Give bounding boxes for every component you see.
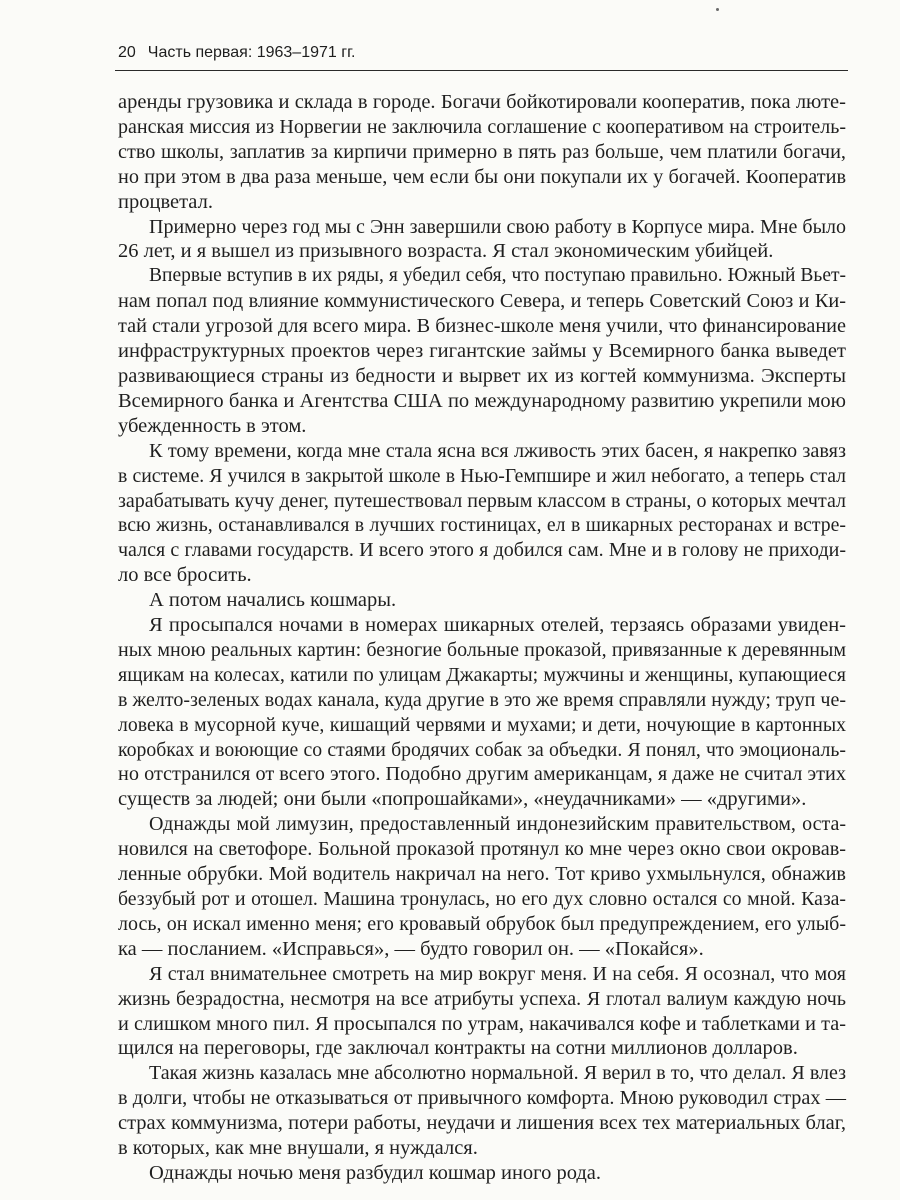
paragraph xyxy=(118,215,846,265)
text-line: А потом начались кошмары. xyxy=(149,589,397,612)
text-line: процветал. xyxy=(118,190,213,213)
paragraph xyxy=(118,264,846,438)
text-line: лось, он искал именно меня; его кровавый обрубок был предупреждением, его улыб- xyxy=(118,912,846,935)
text-line: коробках и воюющие со стаями бродячих собак за объедки. Я понял, что эмоциональ- xyxy=(118,738,846,761)
text-line: Я просыпался ночами в номерах шикарных отелей, терзаясь образами увиден- xyxy=(149,614,846,637)
text-line: но отстранился от всего этого. Подобно другим американцам, я даже не считал этих xyxy=(118,763,846,786)
paragraph xyxy=(118,1161,846,1186)
text-line: беззубый рот и отошел. Машина тронулась, но его дух словно остался со мной. Каза- xyxy=(118,888,846,910)
paragraph xyxy=(118,439,846,588)
running-head xyxy=(118,44,846,70)
text-line: но при этом в два раза меньше, чем если бы они покупали их у богачей. Кооператив xyxy=(118,165,846,188)
text-line: Примерно через год мы с Энн завершили свою работу в Корпусе мира. Мне было xyxy=(149,215,846,238)
text-line: и слишком много пил. Я просыпался по утрам, накачивался кофе и таблетками и та- xyxy=(118,1012,846,1035)
text-line: убежденность в этом. xyxy=(118,414,307,437)
paragraph xyxy=(118,613,846,812)
running-title: Часть первая: 1963–1971 гг. xyxy=(147,44,356,61)
page-number: 20 xyxy=(118,44,136,61)
text-line: страх коммунизма, потери работы, неудачи и лишения всех тех материальных благ, xyxy=(118,1112,846,1135)
paragraph xyxy=(118,1061,846,1161)
text-line: ных мною реальных картин: безногие больные проказой, привязанные к деревянным xyxy=(118,638,846,661)
header-rule xyxy=(115,70,848,71)
body-text xyxy=(118,90,846,1186)
text-line: в которых, как мне внушали, я нуждался. xyxy=(118,1137,478,1160)
text-line: ранская миссия из Норвегии не заключила соглашение с кооперативом на строитель- xyxy=(118,115,846,138)
paragraph xyxy=(118,90,846,215)
text-line: инфраструктурных проектов через гигантские займы у Всемирного банка выведет xyxy=(118,340,846,363)
text-line: ловека в мусорной куче, кишащий червями и мухами; и дети, ночующие в картонных xyxy=(118,713,846,736)
text-line: чался с главами государств. И всего этого я добился сам. Мне и в голову не приходи- xyxy=(118,539,846,562)
text-line: Такая жизнь казалась мне абсолютно нормальной. Я верил в то, что делал. Я влез xyxy=(149,1062,846,1085)
text-line: нам попал под влияние коммунистического Севера, и теперь Советский Союз и Ки- xyxy=(118,290,846,313)
paragraph xyxy=(118,812,846,961)
paragraph xyxy=(118,588,846,613)
text-line: тай стали угрозой для всего мира. В бизнес-школе меня учили, что финансирование xyxy=(118,315,846,338)
text-line: зарабатывать кучу денег, путешествовал первым классом в страны, о которых мечтал xyxy=(118,489,846,512)
text-line: 26 лет, и я вышел из призывного возраста. Я стал экономическим убийцей. xyxy=(118,240,774,263)
text-line: в системе. Я учился в закрытой школе в Нью-Гемпшире и жил небогато, а теперь стал xyxy=(118,464,846,487)
text-line: ка — посланием. «Исправься», — будто говорил он. — «Покайся». xyxy=(118,937,704,960)
text-line: Я стал внимательнее смотреть на мир вокруг меня. И на себя. Я осознал, что моя xyxy=(149,962,846,985)
text-line: ло все бросить. xyxy=(118,564,252,587)
text-line: в долги, чтобы не отказываться от привычного комфорта. Мною руководил страх — xyxy=(118,1087,846,1110)
text-line: щился на переговоры, где заключал контракты на сотни миллионов долларов. xyxy=(118,1037,798,1060)
text-line: Однажды мой лимузин, предоставленный индонезийским правительством, оста- xyxy=(149,813,846,836)
text-line: ящикам на колесах, катили по улицам Джакарты; мужчины и женщины, купающиеся xyxy=(118,663,846,686)
text-line: ство школы, заплатив за кирпичи примерно в пять раз больше, чем платили богачи, xyxy=(118,140,846,163)
text-line: К тому времени, когда мне стала ясна вся лживость этих басен, я накрепко завяз xyxy=(149,439,846,462)
text-line: развивающиеся страны из бедности и вырвет их из когтей коммунизма. Эксперты xyxy=(118,364,846,387)
text-line: существ за людей; они были «попрошайками», «неудачниками» — «другими». xyxy=(118,788,807,811)
paragraph xyxy=(118,962,846,1062)
text-line: ленные обрубки. Мой водитель накричал на него. Тот криво ухмыльнулся, обнажив xyxy=(118,863,846,886)
text-line: жизнь безрадостна, несмотря на все атрибуты успеха. Я глотал валиум каждую ночь xyxy=(118,987,846,1010)
text-line: Впервые вступив в их ряды, я убедил себя, что поступаю правильно. Южный Вьет- xyxy=(149,265,846,287)
text-line: Всемирного банка и Агентства США по международному развитию укрепили мою xyxy=(118,389,846,412)
text-line: в желто-зеленых водах канала, куда другие в это же время справляли нужду; труп че- xyxy=(118,688,846,711)
text-line: новился на светофоре. Больной проказой протянул ко мне через окно свои окровав- xyxy=(118,838,846,861)
text-line: аренды грузовика и склада в городе. Богачи бойкотировали кооператив, пока люте- xyxy=(118,91,846,113)
print-speck xyxy=(716,8,719,11)
text-line: всю жизнь, останавливался в лучших гостиницах, ел в шикарных ресторанах и встре- xyxy=(118,514,846,537)
text-line: Однажды ночью меня разбудил кошмар иного рода. xyxy=(149,1161,602,1184)
